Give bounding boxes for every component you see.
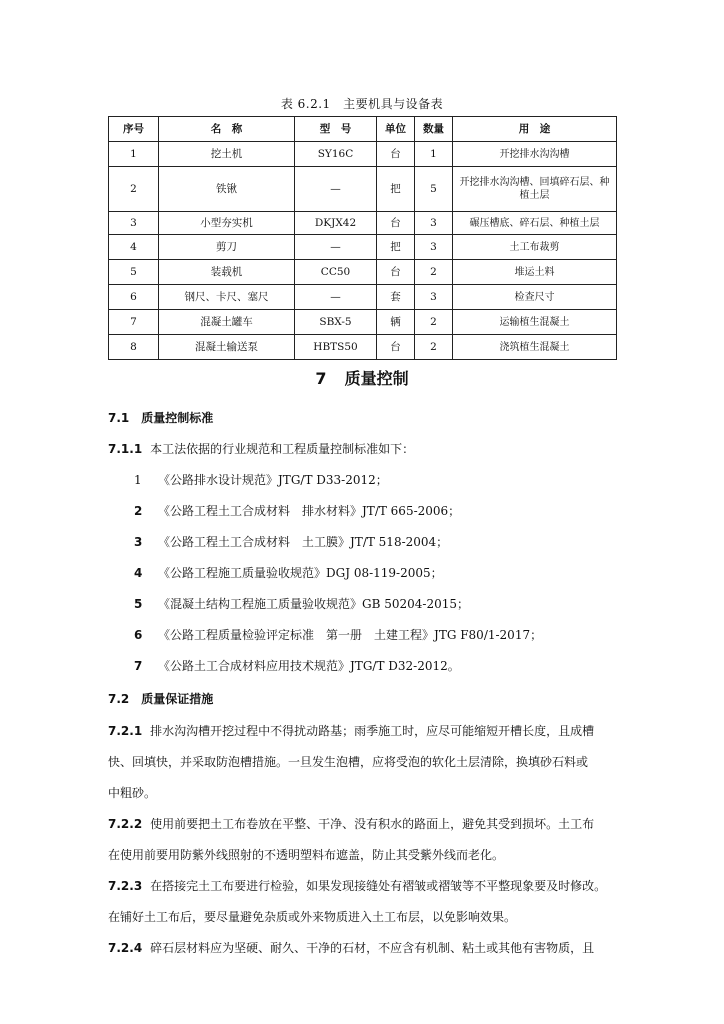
clause-number: 7.1.1 [108, 442, 143, 456]
clause-text: 碎石层材料应为坚硬、耐久、干净的石材，不应含有机制、粘土或其他有害物质，且 [150, 941, 595, 955]
standard-text: 《公路工程质量检验评定标准 第一册 土建工程》JTG F80/1-2017； [158, 628, 543, 642]
standard-item [134, 533, 448, 550]
cell-unit: 套 [377, 285, 415, 310]
clause-7-2-3-line2: 在铺好土工布后，要尽量避免杂质或外来物质进入土工布层，以免影响效果。 [108, 910, 517, 924]
cell-model: SY16C [295, 142, 377, 167]
standard-item [134, 657, 460, 674]
subsection-title: 质量控制标准 [141, 411, 214, 425]
cell-use: 开挖排水沟沟槽、回填碎石层、种植土层 [453, 167, 617, 212]
cell-qty: 5 [415, 167, 453, 212]
cell-no: 2 [109, 167, 159, 212]
clause-7-2-1-line3: 中粗砂。 [108, 786, 157, 800]
standard-item [134, 564, 443, 581]
table-row [109, 167, 617, 212]
header-unit: 单位 [377, 117, 415, 142]
cell-name: 剪刀 [159, 235, 295, 260]
clause-number: 7.2.2 [108, 817, 143, 831]
standard-index: 2 [134, 504, 143, 518]
table-row [109, 285, 617, 310]
cell-no: 6 [109, 285, 159, 310]
cell-name: 装载机 [159, 260, 295, 285]
cell-use: 碾压槽底、碎石层、种植土层 [453, 212, 617, 235]
cell-model: DKJX42 [295, 212, 377, 235]
clause-7-2-3-line1 [108, 877, 624, 894]
table-row [109, 235, 617, 260]
cell-no: 4 [109, 235, 159, 260]
cell-use: 检查尺寸 [453, 285, 617, 310]
header-qty: 数量 [415, 117, 453, 142]
cell-name: 钢尺、卡尺、塞尺 [159, 285, 295, 310]
cell-no: 1 [109, 142, 159, 167]
table-row [109, 335, 617, 360]
standard-item [134, 595, 469, 612]
header-name: 名 称 [159, 117, 295, 142]
standard-index: 3 [134, 535, 143, 549]
standard-item [134, 502, 460, 519]
subsection-number: 7.1 [108, 411, 130, 425]
cell-no: 7 [109, 310, 159, 335]
standard-text: 《公路工程土工合成材料 排水材料》JT/T 665-2006； [158, 504, 461, 518]
clause-text: 在搭接完土工布要进行检验，如果发现接缝处有褶皱或褶皱等不平整现象要及时修改。 [150, 879, 607, 893]
subsection-title: 质量保证措施 [141, 692, 214, 706]
cell-use: 运输植生混凝土 [453, 310, 617, 335]
header-use: 用 途 [453, 117, 617, 142]
cell-name: 铁锹 [159, 167, 295, 212]
clause-text: 排水沟沟槽开挖过程中不得扰动路基；雨季施工时，应尽可能缩短开槽长度，且成槽 [150, 724, 595, 738]
cell-use: 土工布裁剪 [453, 235, 617, 260]
standard-text: 《公路工程施工质量验收规范》DGJ 08-119-2005； [158, 566, 443, 580]
cell-use: 开挖排水沟沟槽 [453, 142, 617, 167]
cell-model: SBX-5 [295, 310, 377, 335]
cell-model: CC50 [295, 260, 377, 285]
standard-index: 1 [134, 473, 142, 487]
cell-qty: 2 [415, 335, 453, 360]
subsection-heading-7-2 [108, 690, 213, 707]
cell-qty: 2 [415, 260, 453, 285]
clause-number: 7.2.3 [108, 879, 143, 893]
clause-7-2-1-line1 [108, 722, 624, 739]
cell-name: 混凝土输送泵 [159, 335, 295, 360]
equipment-table [108, 116, 617, 360]
standard-text: 《混凝土结构工程施工质量验收规范》GB 50204-2015； [158, 597, 469, 611]
clause-number: 7.2.1 [108, 724, 143, 738]
table-row [109, 212, 617, 235]
standard-text: 《公路排水设计规范》JTG/T D33-2012； [158, 473, 388, 487]
cell-model: HBTS50 [295, 335, 377, 360]
cell-unit: 台 [377, 260, 415, 285]
standard-item [134, 626, 542, 643]
table-row [109, 310, 617, 335]
cell-qty: 3 [415, 212, 453, 235]
cell-model: — [295, 285, 377, 310]
subsection-heading-7-1 [108, 409, 213, 426]
standard-index: 6 [134, 628, 143, 642]
cell-qty: 3 [415, 285, 453, 310]
table-header-row [109, 117, 617, 142]
standard-text: 《公路土工合成材料应用技术规范》JTG/T D32-2012。 [158, 659, 460, 673]
clause-text: 本工法依据的行业规范和工程质量控制标准如下： [150, 442, 415, 456]
section-number: 7 [315, 369, 327, 388]
cell-name: 小型夯实机 [159, 212, 295, 235]
cell-use: 堆运土料 [453, 260, 617, 285]
cell-unit: 把 [377, 167, 415, 212]
cell-unit: 台 [377, 335, 415, 360]
cell-no: 8 [109, 335, 159, 360]
clause-number: 7.2.4 [108, 941, 143, 955]
section-title-text: 质量控制 [344, 369, 409, 388]
standard-text: 《公路工程土工合成材料 土工膜》JT/T 518-2004； [158, 535, 449, 549]
cell-no: 3 [109, 212, 159, 235]
clause-text: 使用前要把土工布卷放在平整、干净、没有积水的路面上，避免其受到损坏。土工布 [150, 817, 595, 831]
standard-index: 5 [134, 597, 143, 611]
header-model: 型 号 [295, 117, 377, 142]
cell-model: — [295, 167, 377, 212]
cell-model: — [295, 235, 377, 260]
cell-name: 混凝土罐车 [159, 310, 295, 335]
cell-unit: 辆 [377, 310, 415, 335]
cell-unit: 台 [377, 142, 415, 167]
cell-qty: 1 [415, 142, 453, 167]
cell-use: 浇筑植生混凝土 [453, 335, 617, 360]
table-row [109, 260, 617, 285]
cell-unit: 把 [377, 235, 415, 260]
clause-7-2-4-line1 [108, 939, 624, 956]
cell-no: 5 [109, 260, 159, 285]
clause-7-2-2-line1 [108, 815, 624, 832]
clause-7-2-1-line2: 快、回填快，并采取防泡槽措施。一旦发生泡槽，应将受泡的软化土层清除，换填砂石料或 [108, 755, 589, 769]
standard-index: 7 [134, 659, 143, 673]
cell-name: 挖土机 [159, 142, 295, 167]
section-heading [0, 366, 724, 389]
standard-item [134, 471, 388, 488]
cell-qty: 2 [415, 310, 453, 335]
clause-7-2-2-line2: 在使用前要用防紫外线照射的不透明塑料布遮盖，防止其受紫外线而老化。 [108, 848, 505, 862]
table-row [109, 142, 617, 167]
table-caption: 表 6.2.1 主要机具与设备表 [280, 97, 444, 111]
subsection-number: 7.2 [108, 692, 130, 706]
cell-unit: 台 [377, 212, 415, 235]
standard-index: 4 [134, 566, 143, 580]
cell-qty: 3 [415, 235, 453, 260]
header-no: 序号 [109, 117, 159, 142]
clause-7-1-1 [108, 440, 624, 457]
